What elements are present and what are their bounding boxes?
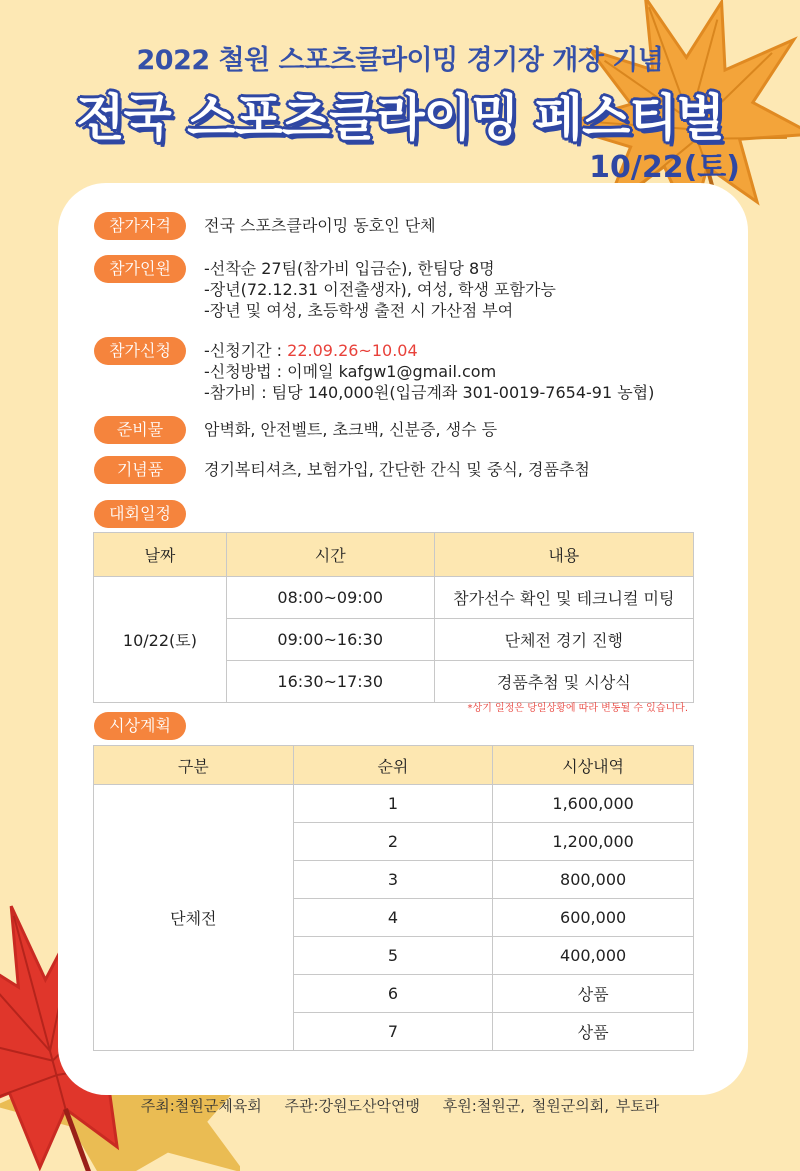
awards-prize-cell: 1,600,000 <box>493 785 694 823</box>
awards-category-cell: 단체전 <box>94 785 294 1051</box>
schedule-header-date: 날짜 <box>94 533 227 577</box>
awards-header-rank: 순위 <box>293 746 493 785</box>
footer-host: 주최:철원군체육회 <box>140 1097 262 1115</box>
souvenirs-text: 경기복티셔츠, 보험가입, 간단한 간식 및 중식, 경품추첨 <box>204 460 590 479</box>
event-date: 10/22(토) <box>589 150 740 185</box>
awards-rank-cell: 6 <box>293 975 493 1013</box>
awards-rank-cell: 7 <box>293 1013 493 1051</box>
awards-rank-cell: 5 <box>293 937 493 975</box>
application-row <box>94 337 654 403</box>
awards-prize-cell: 상품 <box>493 1013 694 1051</box>
awards-header-category: 구분 <box>94 746 294 785</box>
supplies-row <box>94 416 497 444</box>
schedule-table <box>93 532 694 703</box>
application-method: -신청방법 : 이메일 kafgw1@gmail.com <box>204 362 497 381</box>
application-period-value: 22.09.26~10.04 <box>287 341 418 360</box>
awards-rank-cell: 3 <box>293 861 493 899</box>
schedule-header-content: 내용 <box>434 533 693 577</box>
eligibility-text: 전국 스포츠클라이밍 동호인 단체 <box>204 216 436 235</box>
participants-row <box>94 255 556 321</box>
awards-header-prize: 시상내역 <box>493 746 694 785</box>
participants-line-3: -장년 및 여성, 초등학생 출전 시 가산점 부여 <box>204 301 514 320</box>
footer-credits <box>0 1095 800 1116</box>
table-row <box>94 785 694 823</box>
awards-prize-cell: 800,000 <box>493 861 694 899</box>
event-title: 전국 스포츠클라이밍 페스티벌 <box>76 89 724 147</box>
table-row <box>94 577 694 619</box>
supplies-text: 암벽화, 안전벨트, 초크백, 신분증, 생수 등 <box>204 420 498 439</box>
participants-line-2: -장년(72.12.31 이전출생자), 여성, 학생 포함가능 <box>204 280 556 299</box>
application-fee: -참가비 : 팀당 140,000원(입금계좌 301-0019-7654-91 농협) <box>204 383 655 402</box>
footer-sponsors: 후원:철원군, 철원군의회, 부토라 <box>442 1097 660 1115</box>
awards-prize-cell: 600,000 <box>493 899 694 937</box>
awards-rank-cell: 2 <box>293 823 493 861</box>
schedule-content-cell: 단체전 경기 진행 <box>434 619 693 661</box>
awards-prize-cell: 400,000 <box>493 937 694 975</box>
awards-table <box>93 745 694 1051</box>
schedule-time-cell: 09:00~16:30 <box>226 619 434 661</box>
schedule-content-cell: 경품추첨 및 시상식 <box>434 661 693 703</box>
souvenirs-row <box>94 456 590 484</box>
schedule-label: 대회일정 <box>94 500 186 528</box>
eligibility-label: 참가자격 <box>94 212 186 240</box>
awards-prize-cell: 1,200,000 <box>493 823 694 861</box>
footer-organizer: 주관:강원도산악연맹 <box>284 1097 420 1115</box>
eligibility-row <box>94 212 436 240</box>
schedule-time-cell: 16:30~17:30 <box>226 661 434 703</box>
awards-prize-cell: 상품 <box>493 975 694 1013</box>
application-period: -신청기간 : 22.09.26~10.04 <box>204 341 418 360</box>
participants-line-1: -선착순 27팀(참가비 입금순), 한팀당 8명 <box>204 259 495 278</box>
schedule-note: *상기 일정은 당일상황에 따라 변동될 수 있습니다. <box>467 703 688 714</box>
participants-label: 참가인원 <box>94 255 186 283</box>
schedule-date-cell: 10/22(토) <box>94 577 227 703</box>
schedule-content-cell: 참가선수 확인 및 테크니컬 미팅 <box>434 577 693 619</box>
application-label: 참가신청 <box>94 337 186 365</box>
awards-rank-cell: 1 <box>293 785 493 823</box>
awards-rank-cell: 4 <box>293 899 493 937</box>
schedule-header-time: 시간 <box>226 533 434 577</box>
awards-label: 시상계획 <box>94 712 186 740</box>
schedule-time-cell: 08:00~09:00 <box>226 577 434 619</box>
event-subtitle: 2022 철원 스포츠클라이밍 경기장 개장 기념 <box>136 45 664 76</box>
souvenirs-label: 기념품 <box>94 456 186 484</box>
supplies-label: 준비물 <box>94 416 186 444</box>
